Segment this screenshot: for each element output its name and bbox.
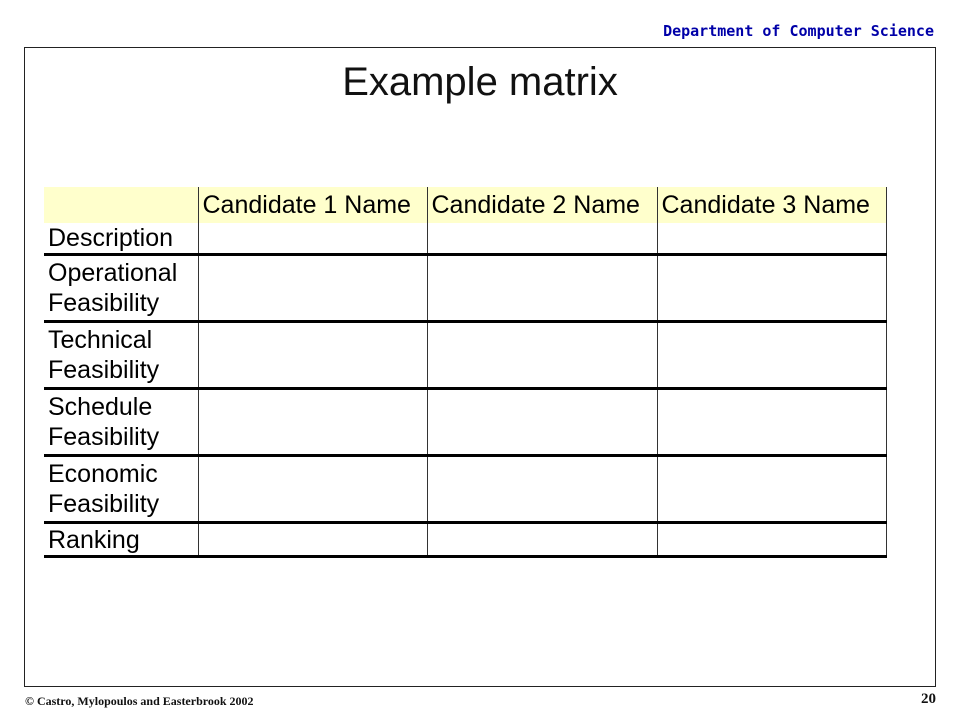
row-label-line: Economic: [48, 460, 158, 488]
row-label-line: Feasibility: [48, 490, 160, 518]
row-label-line: Description: [48, 224, 174, 252]
slide-title: Example matrix: [342, 60, 618, 104]
matrix-cell: [657, 255, 886, 322]
row-label-description: [44, 223, 198, 255]
row-label-economic: [44, 456, 198, 523]
matrix-row-economic: [44, 456, 886, 523]
column-header-candidate-3: Candidate 3 Name: [657, 187, 886, 223]
row-label-line: Feasibility: [48, 423, 160, 451]
row-label-line: Operational: [48, 259, 178, 287]
matrix-header-row: [44, 187, 886, 223]
matrix-cell: [198, 456, 427, 523]
matrix-cell: [427, 322, 657, 389]
row-label-operational: [44, 255, 198, 322]
matrix-cell: [657, 389, 886, 456]
row-label-line: Feasibility: [48, 356, 160, 384]
matrix-cell: [657, 322, 886, 389]
column-header-candidate-1: Candidate 1 Name: [198, 187, 427, 223]
matrix-cell: [198, 223, 427, 255]
matrix-cell: [657, 456, 886, 523]
matrix-cell: [427, 223, 657, 255]
matrix-corner-cell: [44, 187, 198, 223]
row-label-line: Schedule: [48, 393, 153, 421]
row-label-line: Feasibility: [48, 289, 160, 317]
matrix-cell: [198, 389, 427, 456]
row-label-line: Technical: [48, 326, 153, 354]
matrix-cell: [427, 523, 657, 557]
row-label-ranking: [44, 523, 198, 557]
matrix-cell: [657, 523, 886, 557]
matrix-cell: [427, 255, 657, 322]
matrix-row-description: [44, 223, 886, 255]
row-label-technical: [44, 322, 198, 389]
matrix-row-schedule: [44, 389, 886, 456]
page-number: 20: [921, 691, 936, 707]
matrix-cell: [427, 389, 657, 456]
matrix-cell: [657, 223, 886, 255]
matrix-cell: [198, 523, 427, 557]
row-label-schedule: [44, 389, 198, 456]
column-header-candidate-2: Candidate 2 Name: [427, 187, 657, 223]
matrix-row-technical: [44, 322, 886, 389]
matrix-cell: [198, 255, 427, 322]
department-label: Department of Computer Science: [663, 22, 934, 40]
row-label-line: Ranking: [48, 525, 140, 554]
matrix-row-operational: [44, 255, 886, 322]
evaluation-matrix: [44, 187, 887, 558]
copyright-footer: © Castro, Mylopoulos and Easterbrook 2002: [25, 694, 254, 708]
matrix-row-ranking: [44, 523, 886, 557]
matrix-cell: [427, 456, 657, 523]
matrix-cell: [198, 322, 427, 389]
